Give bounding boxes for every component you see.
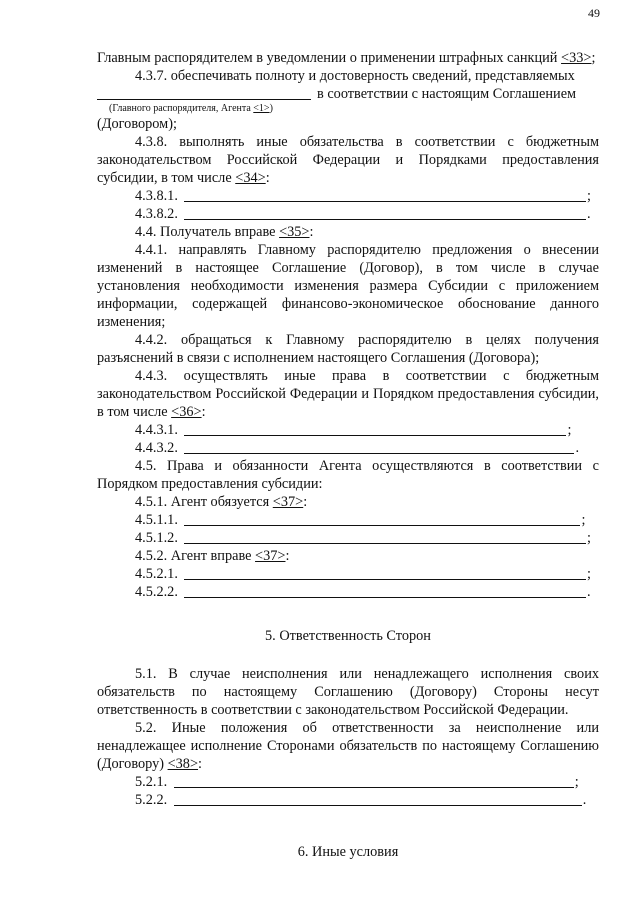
fill-in-blank-line[interactable]	[184, 206, 586, 220]
punctuation: .	[587, 584, 591, 600]
footnote-link-1[interactable]: <1>	[253, 103, 270, 114]
item-4-3-8-1	[97, 187, 599, 205]
footnote-link-36[interactable]: <36>	[171, 404, 202, 420]
item-4-4-3-2	[97, 439, 599, 457]
footnote-link-33[interactable]: <33>	[561, 50, 592, 66]
paragraph-carryover	[97, 49, 599, 67]
footnote-link-37[interactable]: <37>	[272, 494, 304, 510]
fill-in-blank-line[interactable]	[174, 792, 582, 806]
section-5-heading: 5. Ответственность Сторон	[265, 628, 431, 644]
item-label: 4.5.1.2.	[135, 530, 182, 546]
paragraph-text: Главным распорядителем в уведомлении о применении штрафных санкций	[97, 50, 558, 66]
document-body	[97, 49, 599, 861]
punctuation: :	[201, 404, 206, 420]
item-4-5-1-1	[97, 511, 599, 529]
item-label: 4.5.2.2.	[135, 584, 182, 600]
clause-text: 4.5.2. Агент вправе	[135, 548, 256, 564]
punctuation: ;	[591, 50, 596, 66]
item-label: 5.2.2.	[135, 792, 171, 808]
clause-5-2	[97, 719, 599, 773]
clause-4-3-8	[97, 133, 599, 187]
item-label: 5.2.1.	[135, 774, 171, 790]
caption-note	[97, 103, 599, 115]
punctuation: ;	[567, 422, 572, 438]
clause-text: 4.3.8. выполнять иные обязательства в соответствии с бюджетным законодательством Российской Федерации и Порядками предоставления субсидии, в том числе	[97, 134, 599, 186]
punctuation: ;	[587, 530, 591, 546]
spacer	[97, 645, 599, 665]
clause-5-1: 5.1. В случае неисполнения или ненадлежащего исполнения своих обязательств по настоящему Соглашению (Договору) Стороны несут ответственность в соответствии с законодательством Российской Федерации.	[97, 666, 599, 718]
item-label: 4.4.3.1.	[135, 422, 182, 438]
clause-4-3-7-blank-row	[97, 85, 599, 103]
spacer	[97, 809, 599, 843]
fill-in-blank-line[interactable]	[184, 440, 574, 454]
item-label: 4.3.8.2.	[135, 206, 182, 222]
clause-text: 4.4.3. осуществлять иные права в соответствии с бюджетным законодательством Российской Федерации и Порядком предоставления субсидии, в том числе	[97, 368, 599, 420]
item-4-5-2-1	[97, 565, 599, 583]
clause-text: 5.2. Иные положения об ответственности за неисполнение или ненадлежащее исполнение Сторонами обязательств по настоящему Соглашению (Договору)	[97, 720, 599, 772]
item-label: 4.4.3.2.	[135, 440, 182, 456]
item-5-2-1	[97, 773, 599, 791]
punctuation: .	[582, 792, 587, 808]
item-4-4-3-1	[97, 421, 599, 439]
fill-in-blank-line[interactable]	[184, 530, 586, 544]
punctuation: :	[265, 170, 270, 186]
item-label: 4.5.1.1.	[135, 512, 182, 528]
clause-4-3-7-continuation: (Договором);	[97, 116, 177, 132]
fill-in-blank-line[interactable]	[184, 512, 580, 526]
clause-text: 4.5.1. Агент обязуется	[135, 494, 273, 510]
clause-4-4-2: 4.4.2. обращаться к Главному распорядителю в целях получения разъяснений в связи с исполнением настоящего Соглашения (Договора);	[97, 332, 599, 366]
item-4-5-1-2	[97, 529, 599, 547]
punctuation: :	[285, 548, 290, 564]
clause-4-5: 4.5. Права и обязанности Агента осуществляются в соответствии с Порядком предоставления субсидии:	[97, 458, 599, 492]
clause-4-4-1: 4.4.1. направлять Главному распорядителю предложения о внесении изменений в настоящее Соглашение (Договор), в том числе в случае установления необходимости изменения размера Субсидии с приложением информации, содержащей финансово-экономическое обоснование данного изменения;	[97, 242, 599, 330]
caption-text: (Главного распорядителя, Агента	[109, 103, 254, 114]
fill-in-blank-line[interactable]	[184, 584, 586, 598]
spacer	[97, 601, 599, 627]
punctuation: .	[587, 206, 591, 222]
item-4-5-2-2	[97, 583, 599, 601]
item-label: 4.5.2.1.	[135, 566, 182, 582]
clause-text: 4.4. Получатель вправе	[135, 224, 280, 240]
clause-4-5-1	[97, 493, 599, 511]
caption-end: )	[269, 103, 273, 114]
fill-in-blank-line[interactable]	[174, 774, 574, 788]
clause-4-4	[97, 223, 599, 241]
item-label: 4.3.8.1.	[135, 188, 182, 204]
punctuation: :	[303, 494, 308, 510]
punctuation: ;	[587, 566, 591, 582]
clause-4-3-7: 4.3.7. обеспечивать полноту и достоверность сведений, представляемых	[135, 68, 575, 84]
fill-in-blank-line[interactable]	[97, 85, 311, 100]
footnote-link-37[interactable]: <37>	[255, 548, 286, 564]
section-6-heading: 6. Иные условия	[297, 844, 399, 860]
footnote-link-38[interactable]: <38>	[167, 756, 199, 772]
fill-in-blank-line[interactable]	[184, 566, 586, 580]
punctuation: ;	[574, 774, 579, 790]
punctuation: ;	[581, 512, 586, 528]
fill-in-blank-line[interactable]	[184, 422, 566, 436]
clause-text: в соответствии с настоящим Соглашением	[317, 86, 577, 102]
punctuation: :	[198, 756, 202, 772]
item-4-3-8-2	[97, 205, 599, 223]
fill-in-blank-line[interactable]	[184, 188, 586, 202]
page-number: 49	[588, 6, 600, 20]
item-5-2-2	[97, 791, 599, 809]
punctuation: ;	[587, 188, 591, 204]
footnote-link-35[interactable]: <35>	[279, 224, 310, 240]
clause-4-5-2	[97, 547, 599, 565]
clause-4-4-3	[97, 367, 599, 421]
punctuation: :	[309, 224, 314, 240]
footnote-link-34[interactable]: <34>	[235, 170, 266, 186]
punctuation: .	[575, 440, 580, 456]
